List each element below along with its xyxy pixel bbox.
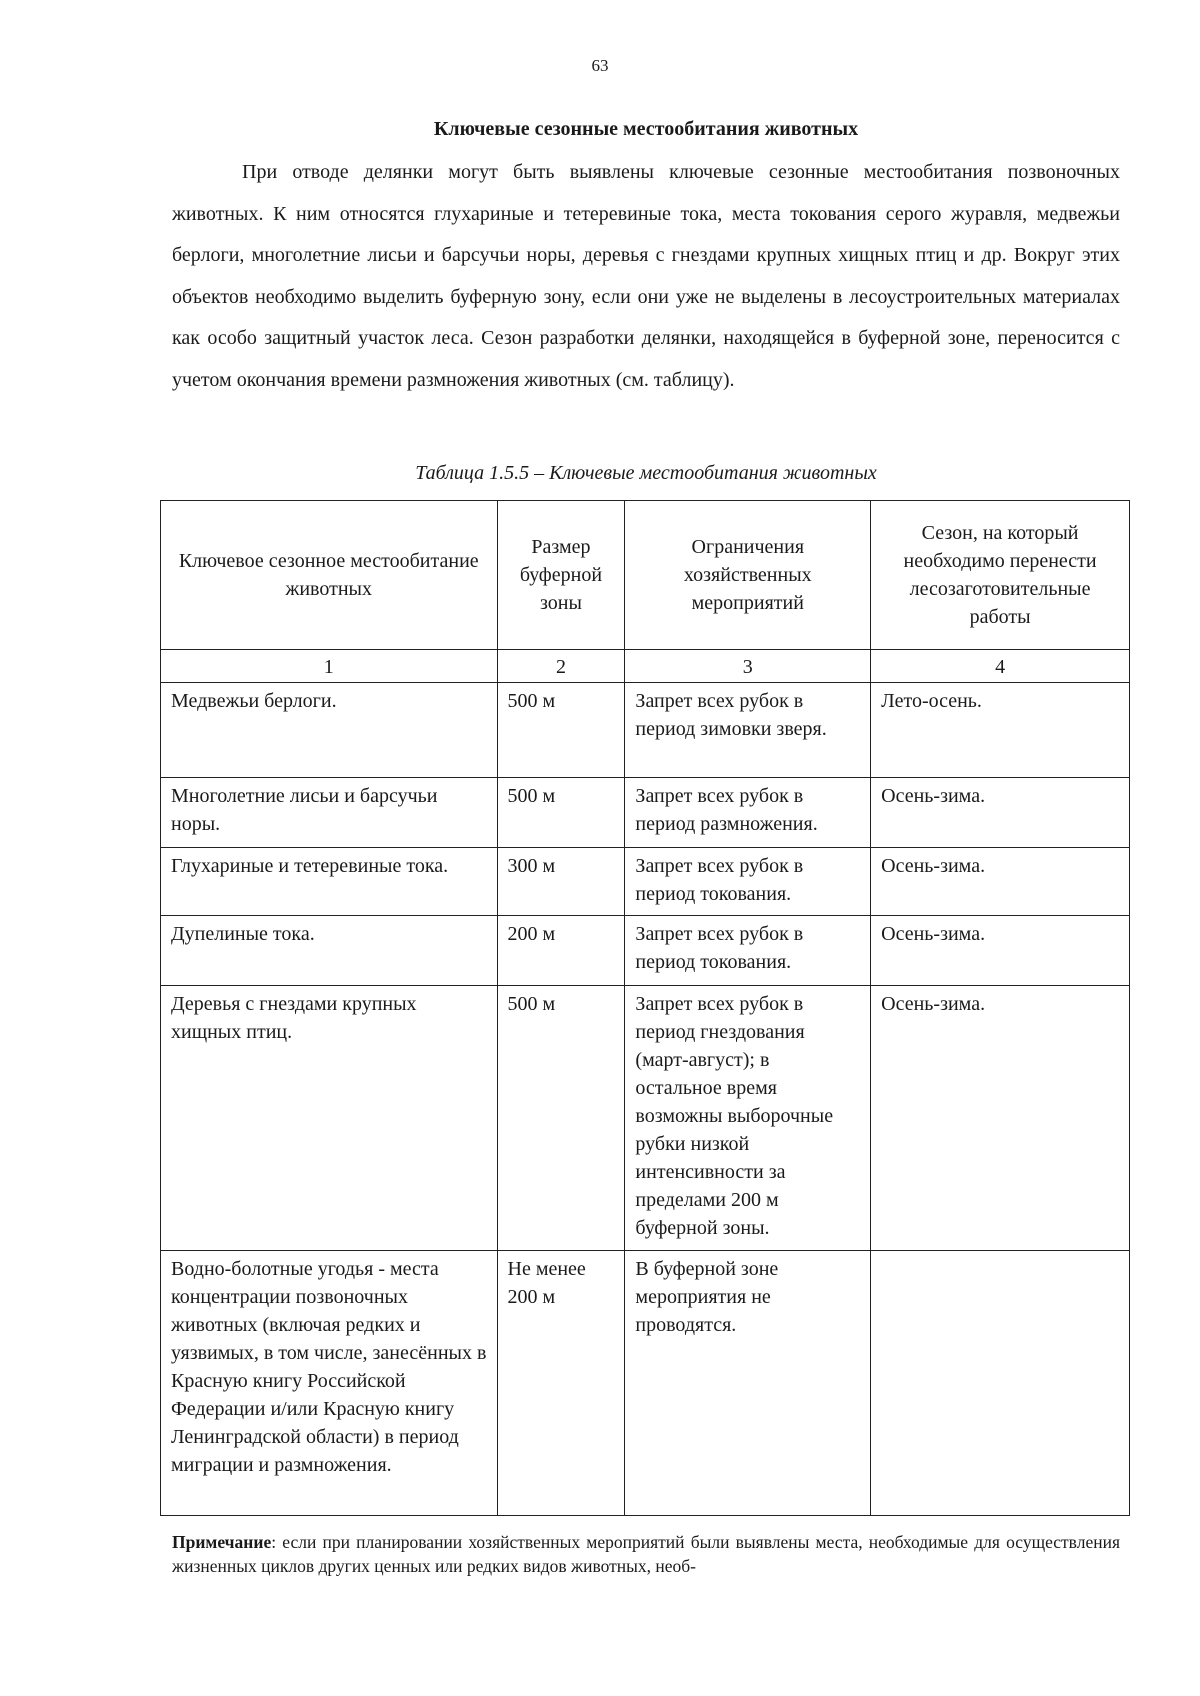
header-buffer-size: Размер буферной зоны xyxy=(497,501,625,650)
cell-season: Осень-зима. xyxy=(871,778,1130,848)
table-caption: Таблица 1.5.5 – Ключевые местообитания животных xyxy=(415,462,877,484)
habitat-table xyxy=(160,500,1130,1516)
column-number: 1 xyxy=(161,650,498,683)
cell-buffer-size: 500 м xyxy=(497,683,625,778)
table-row xyxy=(161,683,1130,778)
note-text: : если при планировании хозяйственных мероприятий были выявлены места, необходимые для осуществления жизненных циклов других ценных или редких видов животных, необ- xyxy=(172,1532,1120,1576)
table-note xyxy=(172,1530,1120,1578)
column-number-row xyxy=(161,650,1130,683)
header-season: Сезон, на который необходимо перенести лесозаготовительные работы xyxy=(871,501,1130,650)
cell-habitat: Водно-болотные угодья - места концентрации позвоночных животных (включая редких и уязвимых, в том числе, занесённых в Красную книгу Российской Федерации и/или Красную книгу Ленинградской области) в период миграции и размножения. xyxy=(161,1251,498,1516)
table-row xyxy=(161,778,1130,848)
table-row xyxy=(161,986,1130,1251)
column-number: 4 xyxy=(871,650,1130,683)
body-paragraph: При отводе делянки могут быть выявлены ключевые сезонные местообитания позвоночных животных. К ним относятся глухариные и тетеревиные тока, места токования серого журавля, медвежьи берлоги, многолетние лисьи и барсучьи норы, деревья с гнездами крупных хищных птиц и др. Вокруг этих объектов необходимо выделить буферную зону, если они уже не выделены в лесоустроительных материалах как особо защитный участок леса. Сезон разработки делянки, находящейся в буферной зоне, переносится с учетом окончания времени размножения животных (см. таблицу). xyxy=(172,161,1120,391)
header-habitat: Ключевое сезонное местообитание животных xyxy=(161,501,498,650)
column-number: 2 xyxy=(497,650,625,683)
table-row xyxy=(161,1251,1130,1516)
cell-restrictions: Запрет всех рубок в период токования. xyxy=(625,848,871,916)
cell-buffer-size: 500 м xyxy=(497,986,625,1251)
cell-habitat: Дупелиные тока. xyxy=(161,916,498,986)
cell-restrictions: Запрет всех рубок в период гнездования (март-август); в остальное время возможны выборочные рубки низкой интенсивности за пределами 200 м буферной зоны. xyxy=(625,986,871,1251)
cell-season: Лето-осень. xyxy=(871,683,1130,778)
cell-buffer-size: 500 м xyxy=(497,778,625,848)
cell-season: Осень-зима. xyxy=(871,848,1130,916)
column-number: 3 xyxy=(625,650,871,683)
cell-restrictions: Запрет всех рубок в период зимовки зверя. xyxy=(625,683,871,778)
cell-buffer-size: 300 м xyxy=(497,848,625,916)
note-label: Примечание xyxy=(172,1532,272,1552)
cell-buffer-size: Не менее 200 м xyxy=(497,1251,625,1516)
cell-buffer-size: 200 м xyxy=(497,916,625,986)
cell-restrictions: Запрет всех рубок в период токования. xyxy=(625,916,871,986)
section-heading: Ключевые сезонные местообитания животных xyxy=(433,118,859,140)
header-restrictions: Ограничения хозяйственных мероприятий xyxy=(625,501,871,650)
table-row xyxy=(161,848,1130,916)
cell-restrictions: В буферной зоне мероприятия не проводятся. xyxy=(625,1251,871,1516)
table-header-row xyxy=(161,501,1130,650)
cell-habitat: Деревья с гнездами крупных хищных птиц. xyxy=(161,986,498,1251)
cell-habitat: Медвежьи берлоги. xyxy=(161,683,498,778)
table-row xyxy=(161,916,1130,986)
cell-season: Осень-зима. xyxy=(871,916,1130,986)
cell-season xyxy=(871,1251,1130,1516)
cell-season: Осень-зима. xyxy=(871,986,1130,1251)
cell-restrictions: Запрет всех рубок в период размножения. xyxy=(625,778,871,848)
page-number: 63 xyxy=(591,56,609,75)
cell-habitat: Глухариные и тетеревиные тока. xyxy=(161,848,498,916)
cell-habitat: Многолетние лисьи и барсучьи норы. xyxy=(161,778,498,848)
